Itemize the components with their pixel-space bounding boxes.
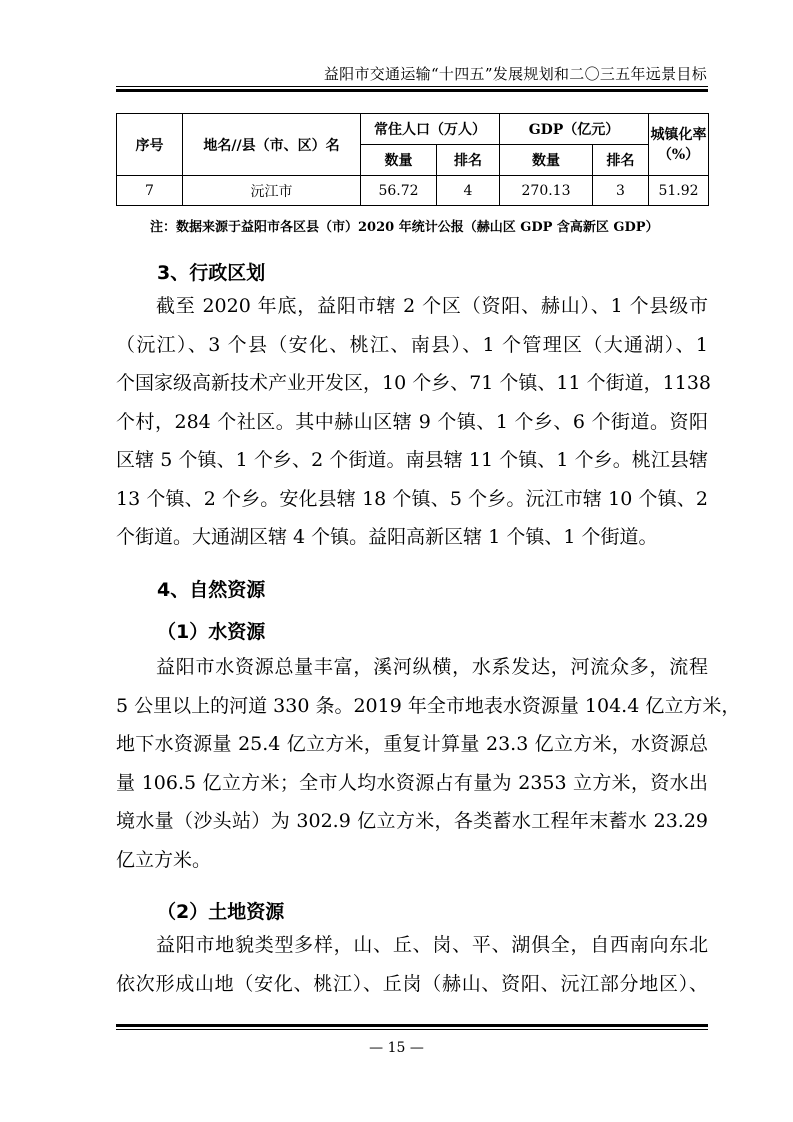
text-line: 量 106.5 亿立方米；全市人均水资源占有量为 2353 立方米，资水出 bbox=[116, 771, 708, 794]
subsection-heading-land: （2）土地资源 bbox=[157, 901, 285, 923]
subheader-gdp-rank: 排名 bbox=[593, 145, 649, 176]
col-header-seq: 序号 bbox=[117, 114, 183, 176]
subheader-gdp-count: 数量 bbox=[500, 145, 593, 176]
footer-rule-thick bbox=[116, 1024, 708, 1027]
text-line: 5 公里以上的河道 330 条。2019 年全市地表水资源量 104.4 亿立方米， bbox=[116, 694, 741, 717]
text-line: 个街道。大通湖区辖 4 个镇。益阳高新区辖 1 个镇、1 个街道。 bbox=[116, 526, 658, 548]
text-line: 13 个镇、2 个乡。安化县辖 18 个镇、5 个乡。沅江市辖 10 个镇、2 bbox=[116, 487, 708, 510]
paragraph-water bbox=[116, 648, 741, 879]
col-header-gdp: GDP（亿元） bbox=[500, 114, 649, 145]
cell-urban: 51.92 bbox=[649, 176, 709, 206]
paragraph-land bbox=[116, 926, 708, 1003]
page-number: — 15 — bbox=[369, 1040, 424, 1056]
cell-pop-rank: 4 bbox=[437, 176, 500, 206]
text-line: （沅江）、3 个县（安化、桃江、南县）、1 个管理区（大通湖）、1 bbox=[116, 333, 708, 356]
cell-seq: 7 bbox=[117, 176, 183, 206]
table-note: 注：数据来源于益阳市各区县（市）2020 年统计公报（赫山区 GDP 含高新区 GDP） bbox=[150, 220, 659, 235]
text-line: 截至 2020 年底，益阳市辖 2 个区（资阳、赫山）、1 个县级市 bbox=[156, 295, 708, 317]
text-line: 地下水资源量 25.4 亿立方米，重复计算量 23.3 亿立方米，水资源总 bbox=[116, 733, 708, 755]
paragraph-admin bbox=[116, 287, 712, 557]
col-header-place: 地名//县（市、区）名 bbox=[183, 114, 361, 176]
text-line: 境水量（沙头站）为 302.9 亿立方米，各类蓄水工程年末蓄水 23.29 bbox=[116, 810, 708, 832]
text-line: 亿立方米。 bbox=[116, 848, 212, 871]
table-row bbox=[117, 176, 709, 206]
subheader-pop-rank: 排名 bbox=[437, 145, 500, 176]
col-header-urbanization: 城镇化率（%） bbox=[649, 114, 709, 176]
col-header-population: 常住人口（万人） bbox=[361, 114, 500, 145]
cell-gdp-count: 270.13 bbox=[500, 176, 593, 206]
text-line: 益阳市水资源总量丰富，溪河纵横，水系发达，河流众多，流程 bbox=[156, 656, 708, 678]
text-line: 个村，284 个社区。其中赫山区辖 9 个镇、1 个乡、6 个街道。资阳 bbox=[116, 410, 708, 433]
cell-pop-count: 56.72 bbox=[361, 176, 437, 206]
subheader-pop-count: 数量 bbox=[361, 145, 437, 176]
text-line: 益阳市地貌类型多样，山、丘、岗、平、湖俱全，自西南向东北 bbox=[156, 934, 708, 956]
section-heading-admin: 3、行政区划 bbox=[157, 262, 266, 284]
text-line: 区辖 5 个镇、1 个乡、2 个街道。南县辖 11 个镇、1 个乡。桃江县辖 bbox=[116, 449, 708, 471]
cell-gdp-rank: 3 bbox=[593, 176, 649, 206]
header-rule-thin bbox=[116, 86, 708, 87]
running-header: 益阳市交通运输“十四五”发展规划和二〇三五年远景目标 bbox=[323, 65, 707, 83]
subsection-heading-water: （1）水资源 bbox=[157, 621, 266, 643]
header-rule-thick bbox=[116, 89, 708, 92]
cell-place: 沅江市 bbox=[183, 176, 361, 206]
section-heading-nature: 4、自然资源 bbox=[157, 579, 266, 601]
text-line: 个国家级高新技术产业开发区，10 个乡、71 个镇、11 个街道，1138 bbox=[116, 372, 712, 394]
text-line: 依次形成山地（安化、桃江）、丘岗（赫山、资阳、沅江部分地区）、 bbox=[116, 972, 708, 995]
footer-rule-thin bbox=[116, 1029, 708, 1030]
statistics-table bbox=[116, 113, 709, 206]
